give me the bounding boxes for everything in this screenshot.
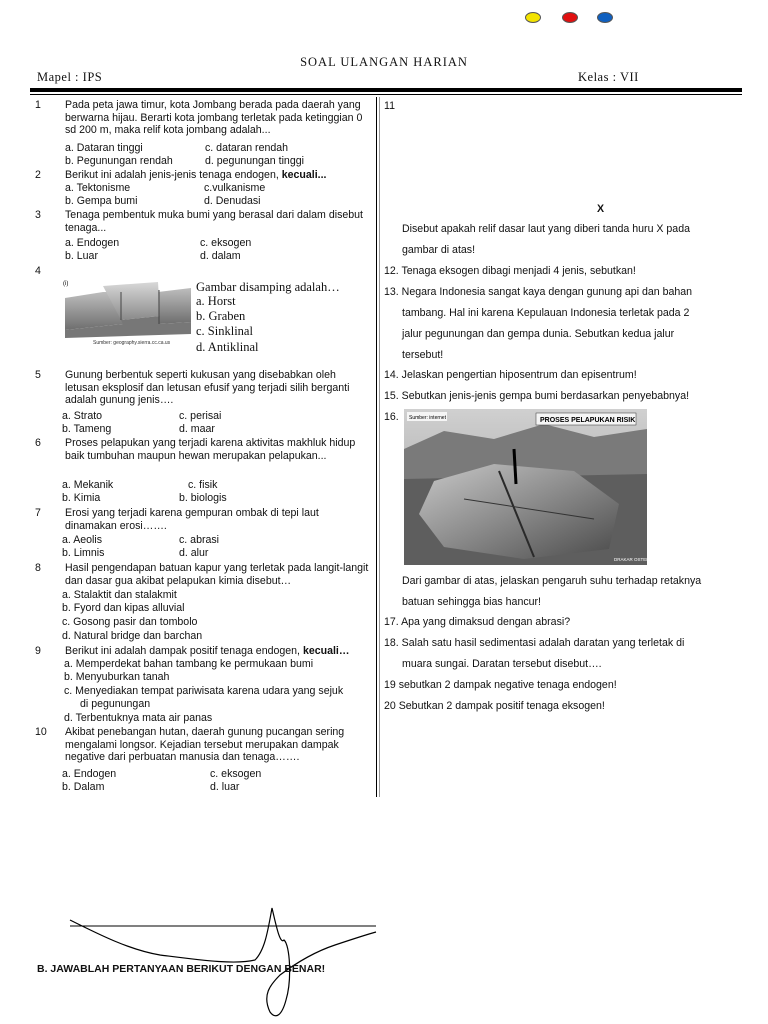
- option-d: d. Terbentuknya mata air panas: [64, 712, 213, 724]
- question-number: 8: [35, 562, 41, 574]
- svg-text:(i): (i): [63, 281, 69, 287]
- question-number: 4: [35, 265, 41, 277]
- mapel-label: Mapel : IPS: [37, 70, 103, 84]
- option-c-cont: di pegunungan: [80, 698, 151, 710]
- option-c: c. perisai: [179, 410, 222, 422]
- option-a: a. Strato: [62, 410, 103, 422]
- option-d: d. Antiklinal: [196, 340, 259, 354]
- question-text: Berikut ini adalah dampak positif tenaga endogen, kecuali…: [65, 645, 350, 657]
- option-a: a. Aeolis: [62, 534, 103, 546]
- option-a: a. Endogen: [65, 237, 120, 249]
- svg-text:DRAKAR OSTER: DRAKAR OSTER: [614, 557, 647, 562]
- svg-text:PROSES PELAPUKAN RISIK: PROSES PELAPUKAN RISIK: [540, 417, 636, 424]
- question-text: Akibat penebangan hutan, daerah gunung pucangan sering mengalami longsor. Kejadian tersebut merupakan dampak negative dari perbuatan manusia dan tenaga…….: [65, 726, 345, 763]
- section-b-heading: B. JAWABLAH PERTANYAAN BERIKUT DENGAN BENAR!: [37, 963, 326, 975]
- option-b: b. Fyord dan kipas alluvial: [62, 602, 185, 614]
- question-text: Erosi yang terjadi karena gempuran ombak di tepi laut dinamakan erosi…….: [65, 507, 319, 532]
- question-text: Hasil pengendapan batuan kapur yang terletak pada langit-langit dan dasar gua akibat pelapukan kimia disebut…: [65, 562, 369, 587]
- option-a: a. Horst: [196, 294, 236, 308]
- question-17: 17. Apa yang dimaksud dengan abrasi?: [384, 616, 571, 628]
- question-18: 18. Salah satu hasil sedimentasi adalah daratan yang terletak di muara sungai. Daratan tersebut disebut….: [384, 637, 685, 670]
- question-number: 1: [35, 99, 41, 111]
- option-c: c. fisik: [188, 479, 218, 491]
- option-c: c. Sinklinal: [196, 324, 253, 338]
- option-c: c. Menyediakan tempat pariwisata karena udara yang sejuk: [64, 685, 344, 697]
- option-b: b. Kimia: [62, 492, 101, 504]
- option-c: c. eksogen: [210, 768, 262, 780]
- question-11-number: 11: [384, 100, 395, 112]
- question-16-number: 16.: [384, 411, 399, 423]
- option-b: b. Graben: [196, 309, 246, 323]
- question-number: 6: [35, 437, 41, 449]
- question-number: 7: [35, 507, 41, 519]
- question-number: 3: [35, 209, 41, 221]
- question-text: Pada peta jawa timur, kota Jombang berada pada daerah yang berwarna hijau. Berarti kota jombang terletak pada ketinggian 0 sd 200 m, maka relif kota jombang adalah...: [65, 99, 363, 136]
- question-11: Disebut apakah relif dasar laut yang diberi tanda huru X pada gambar di atas!: [402, 223, 690, 256]
- option-b: b. Dalam: [62, 781, 105, 793]
- option-b: b. Menyuburkan tanah: [64, 671, 170, 683]
- option-c: c.vulkanisme: [204, 182, 266, 194]
- question-number: 10: [35, 726, 47, 738]
- page-title: SOAL ULANGAN HARIAN: [300, 55, 468, 69]
- option-d: d. luar: [210, 781, 240, 793]
- question-text: Gunung berbentuk seperti kukusan yang disebabkan oleh letusan eksplosif dan letusan efusif yang terjadi silih berganti adalah gunung jenis….: [65, 369, 350, 406]
- option-b: b. Gempa bumi: [65, 195, 138, 207]
- question-number: 2: [35, 169, 41, 181]
- option-a: a. Stalaktit dan stalakmit: [62, 589, 177, 601]
- option-b: b. Luar: [65, 250, 98, 262]
- option-d: d. Natural bridge dan barchan: [62, 630, 203, 642]
- question-number: 9: [35, 645, 41, 657]
- option-d: d. maar: [179, 423, 215, 435]
- option-c: c. Gosong pasir dan tombolo: [62, 616, 198, 628]
- option-a: a. Tektonisme: [65, 182, 131, 194]
- option-b: b. Pegunungan rendah: [65, 155, 173, 167]
- option-b: b. Tameng: [62, 423, 112, 435]
- option-d: d. pegunungan tinggi: [205, 155, 304, 167]
- question-15: 15. Sebutkan jenis-jenis gempa bumi berdasarkan penyebabnya!: [384, 390, 690, 402]
- q4-question: Gambar disamping adalah…: [196, 280, 340, 294]
- question-text: Proses pelapukan yang terjadi karena aktivitas makhluk hidup baik tumbuhan maupun hewan merupakan pelapukan...: [65, 437, 356, 462]
- option-d: d. dalam: [200, 250, 241, 262]
- option-c: c. dataran rendah: [205, 142, 289, 154]
- svg-text:Sumber: geography.sierra.cc.ca: Sumber: geography.sierra.cc.ca.us: [93, 340, 171, 345]
- option-d: d. alur: [179, 547, 209, 559]
- option-a: a. Dataran tinggi: [65, 142, 143, 154]
- option-a: a. Mekanik: [62, 479, 114, 491]
- option-b: b. Limnis: [62, 547, 105, 559]
- question-16: Dari gambar di atas, jelaskan pengaruh suhu terhadap retaknya batuan sehingga bias hancur!: [402, 575, 702, 608]
- question-20: 20 Sebutkan 2 dampak positif tenaga eksogen!: [384, 700, 605, 712]
- svg-text:Sumber: internet: Sumber: internet: [409, 415, 446, 421]
- option-c: c. abrasi: [179, 534, 220, 546]
- question-text: Tenaga pembentuk muka bumi yang berasal dari dalam disebut tenaga...: [65, 209, 363, 234]
- option-c: c. eksogen: [200, 237, 252, 249]
- option-d: d. Denudasi: [204, 195, 261, 207]
- question-13: 13. Negara Indonesia sangat kaya dengan gunung api dan bahan tambang. Hal ini karena Kepulauan Indonesia terletak pada 2 jalur pegunungan dan gempa dunia. Sebutkan kedua jalur tersebut!: [384, 286, 693, 361]
- x-marker-label: X: [597, 203, 605, 215]
- question-text: Berikut ini adalah jenis-jenis tenaga endogen, kecuali...: [65, 169, 327, 181]
- option-a: a. Memperdekat bahan tambang ke permukaan bumi: [64, 658, 314, 670]
- question-14: 14. Jelaskan pengertian hiposentrum dan episentrum!: [384, 369, 637, 381]
- question-12: 12. Tenaga eksogen dibagi menjadi 4 jenis, sebutkan!: [384, 265, 636, 277]
- option-a: a. Endogen: [62, 768, 117, 780]
- question-19: 19 sebutkan 2 dampak negative tenaga endogen!: [384, 679, 617, 691]
- option-d: b. biologis: [179, 492, 227, 504]
- kelas-label: Kelas : VII: [578, 70, 639, 84]
- question-number: 5: [35, 369, 41, 381]
